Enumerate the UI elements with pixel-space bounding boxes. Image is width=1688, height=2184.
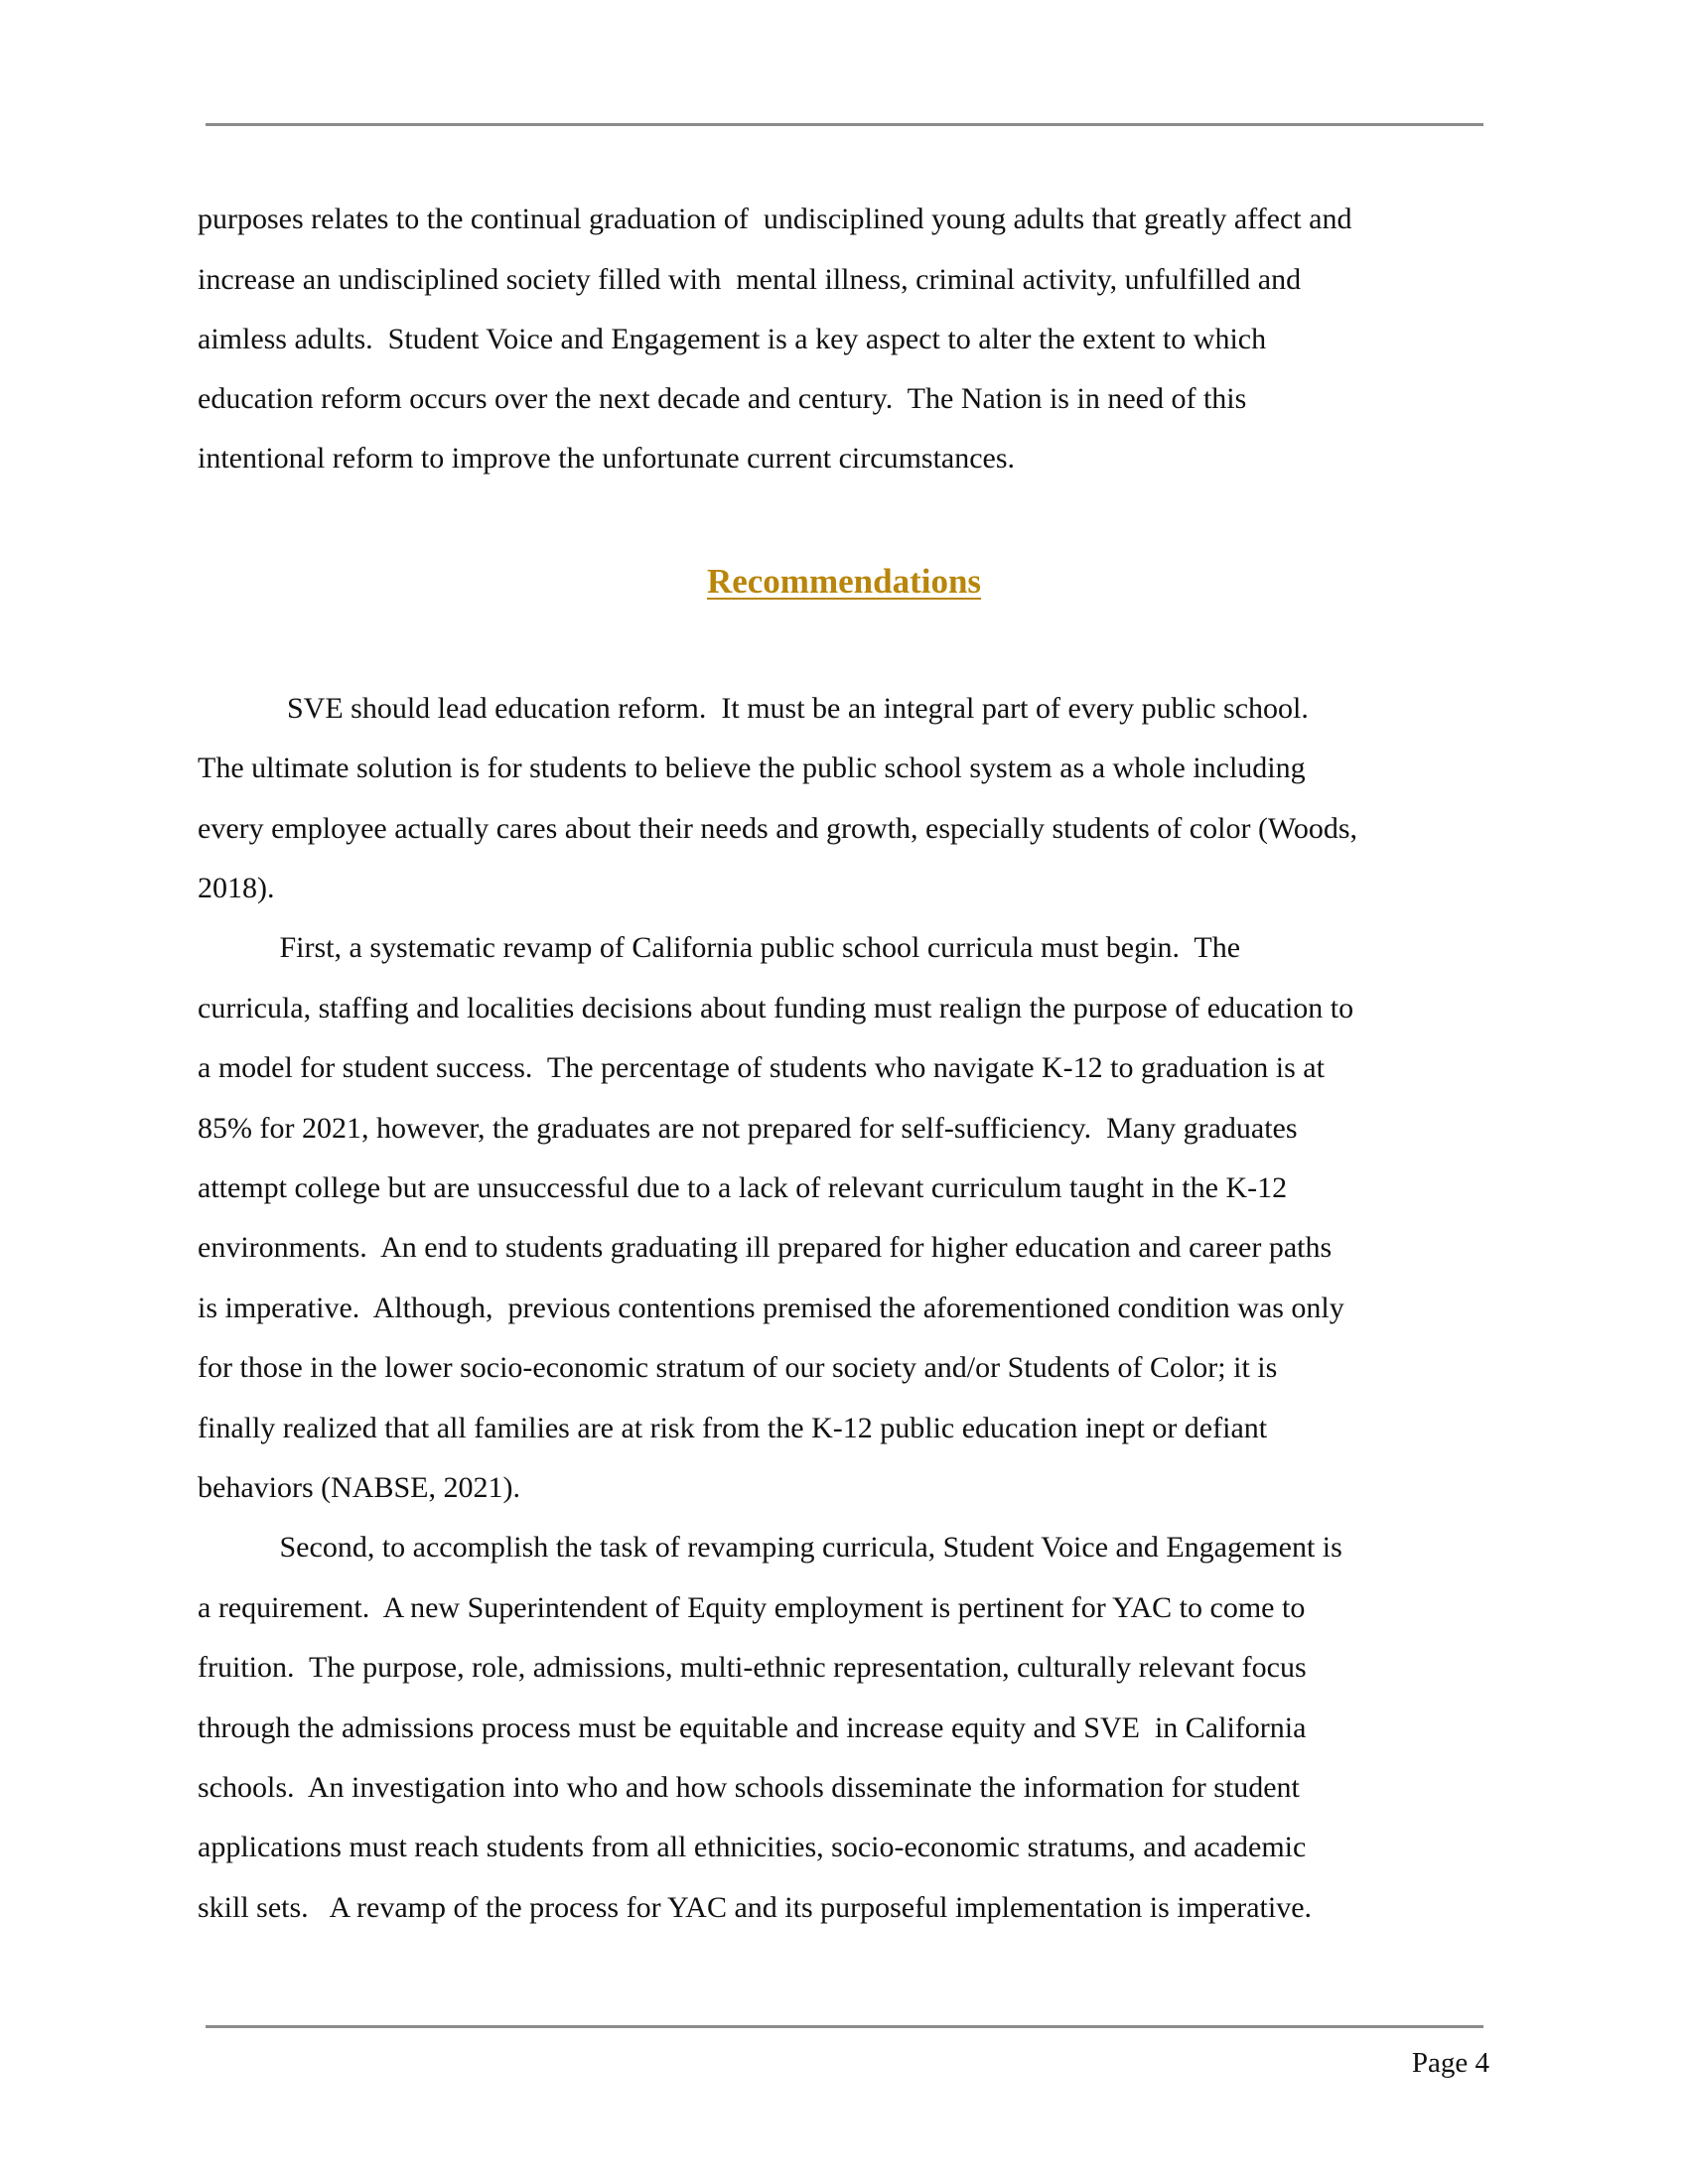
body-line: is imperative. Although, previous contentions premised the aforementioned condition was only	[198, 1292, 1344, 1324]
body-line: increase an undisciplined society filled with mental illness, criminal activity, unfulfilled and	[198, 263, 1302, 296]
body-line: a requirement. A new Superintendent of Equity employment is pertinent for YAC to come to	[198, 1591, 1306, 1624]
body-line: 2018).	[198, 872, 275, 904]
body-line: The ultimate solution is for students to believe the public school system as a whole including	[198, 751, 1306, 784]
section-heading: Recommendations	[706, 562, 982, 601]
body-line: a model for student success. The percentage of students who navigate K-12 to graduation is at	[198, 1051, 1325, 1084]
body-line: fruition. The purpose, role, admissions, multi-ethnic representation, culturally relevant focus	[198, 1651, 1307, 1684]
body-line: purposes relates to the continual graduation of undisciplined young adults that greatly affect and	[198, 203, 1352, 235]
body-line: SVE should lead education reform. It must be an integral part of every public school.	[198, 692, 1309, 725]
body-line: curricula, staffing and localities decisions about funding must realign the purpose of education to	[198, 992, 1354, 1024]
body-line: 85% for 2021, however, the graduates are not prepared for self-sufficiency. Many graduates	[198, 1112, 1298, 1145]
body-line: aimless adults. Student Voice and Engagement is a key aspect to alter the extent to which	[198, 323, 1267, 355]
header-rule	[206, 123, 1483, 126]
body-line: behaviors (NABSE, 2021).	[198, 1471, 520, 1504]
body-line: applications must reach students from all ethnicities, socio-economic stratums, and academic	[198, 1831, 1307, 1863]
page-number: Page 4	[1411, 2047, 1489, 2079]
body-line: intentional reform to improve the unfortunate current circumstances.	[198, 442, 1016, 475]
body-line: through the admissions process must be equitable and increase equity and SVE in California	[198, 1711, 1307, 1744]
body-line: education reform occurs over the next decade and century. The Nation is in need of this	[198, 382, 1247, 415]
body-line: finally realized that all families are at risk from the K-12 public education inept or defiant	[198, 1412, 1268, 1444]
body-line: schools. An investigation into who and how schools disseminate the information for student	[198, 1771, 1300, 1804]
body-line: environments. An end to students graduating ill prepared for higher education and career paths	[198, 1231, 1333, 1264]
body-line: skill sets. A revamp of the process for YAC and its purposeful implementation is imperative.	[198, 1891, 1313, 1924]
body-line: attempt college but are unsuccessful due to a lack of relevant curriculum taught in the K-12	[198, 1171, 1288, 1204]
body-line: First, a systematic revamp of California public school curricula must begin. The	[198, 931, 1241, 964]
body-line: for those in the lower socio-economic stratum of our society and/or Students of Color; it is	[198, 1351, 1278, 1384]
body-line: Second, to accomplish the task of revamping curricula, Student Voice and Engagement is	[198, 1531, 1342, 1564]
body-line: every employee actually cares about their needs and growth, especially students of color (Woods,	[198, 812, 1358, 845]
footer-rule	[206, 2025, 1483, 2028]
